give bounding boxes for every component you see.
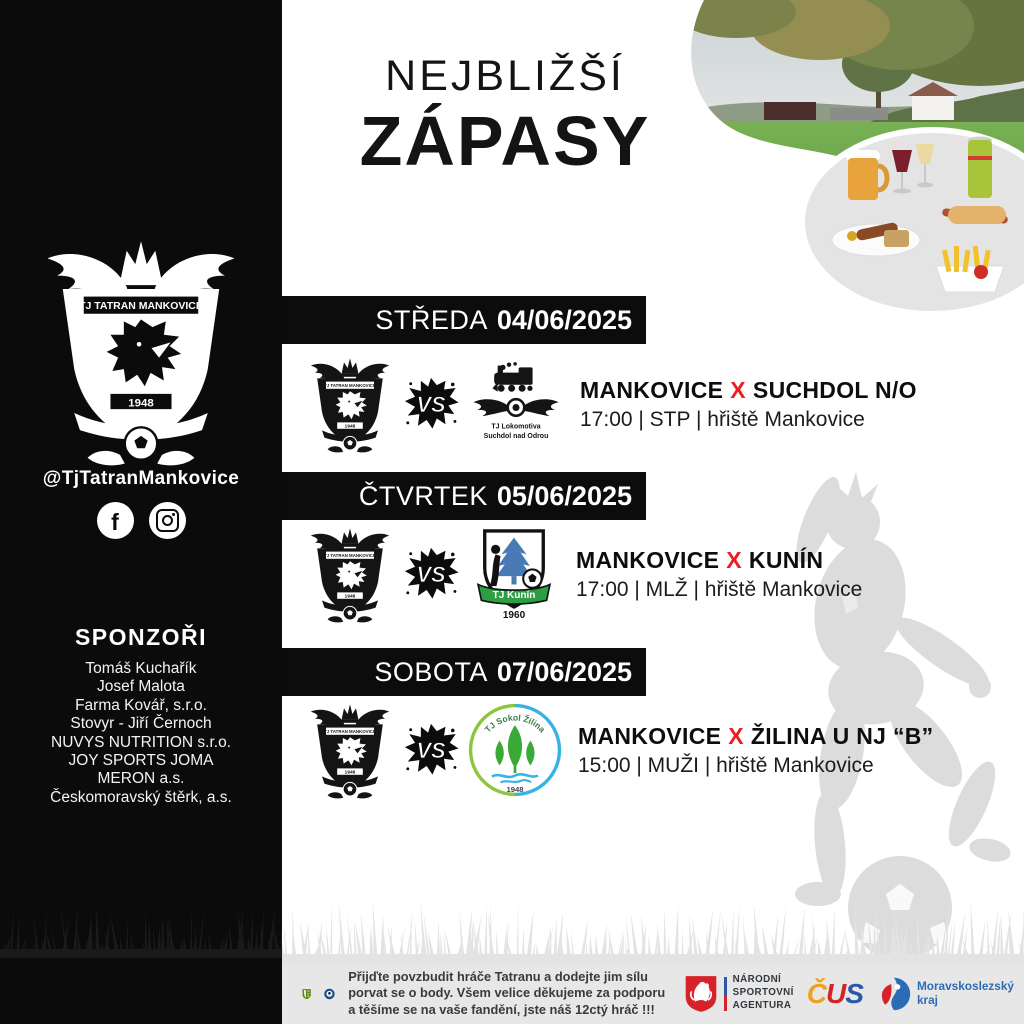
vs-icon (402, 545, 460, 603)
msk-logo (876, 976, 1014, 1012)
bread (884, 230, 909, 247)
sponsor-item: MERON a.s. (97, 770, 185, 788)
footer-message-line: a těšíme se na vaše fandění, jste náš 12ctý hráč !!! (348, 1001, 655, 1017)
footer-message-line: Přijďte povzbudit hráče Tatranu a dodejte jim sílu (348, 968, 649, 984)
footer-message (348, 969, 665, 1019)
nsa-divider (724, 977, 727, 1011)
sidebar (0, 0, 282, 1024)
away-crest-name: TJ Sokol Žilina (482, 712, 548, 735)
shelter (830, 108, 888, 120)
away-team: SUCHDOL N/O (752, 376, 917, 403)
nsa-lion-icon (684, 974, 718, 1014)
away-crest-year: 1960 (502, 609, 526, 621)
sponsor-list (0, 660, 282, 807)
social-handle: @TjTatranMankovice (42, 468, 240, 489)
football-association-icon (324, 973, 335, 1015)
cus-logo: ČUS (806, 977, 863, 1009)
social-icons (0, 502, 282, 539)
home-team: MANKOVICE (580, 376, 724, 403)
match-row (306, 522, 862, 626)
vs-icon (402, 375, 460, 433)
day-of-week: ČTVRTEK (358, 480, 488, 511)
title-line2: ZÁPASY (359, 102, 651, 180)
ketchup (974, 265, 988, 279)
away-crest-year: 1948 (506, 784, 524, 794)
match-row (306, 698, 933, 802)
footer (282, 963, 1024, 1024)
versus-x: X (728, 722, 744, 749)
day-of-week: STŘEDA (375, 304, 488, 335)
match-info (576, 547, 862, 602)
match-date: 04/06/2025 (496, 304, 632, 335)
nsa-logo (684, 974, 794, 1014)
home-crest-icon (306, 522, 394, 626)
home-crest-icon (306, 698, 394, 802)
day-of-week: SOBOTA (374, 656, 488, 687)
title-line1: NEJBLIŽŠÍ (385, 52, 625, 100)
sponsor-item: NUVYS NUTRITION s.r.o. (51, 733, 231, 751)
away-team: KUNÍN (748, 546, 824, 573)
match-day-bar (282, 296, 646, 344)
msk-text: Moravskoslezský kraj (916, 979, 1014, 1007)
match-day-bar (282, 648, 646, 696)
beer-mug (848, 158, 878, 200)
away-team: ŽILINA U NJ “B” (750, 722, 934, 749)
match-day-bar (282, 472, 646, 520)
match-row (306, 352, 917, 456)
match-date: 07/06/2025 (496, 656, 632, 687)
match-date: 05/06/2025 (496, 480, 632, 511)
away-crest-caption: Suchdol nad Odrou (483, 433, 549, 441)
match-info (578, 723, 933, 778)
drink-can (968, 140, 992, 198)
away-crest-caption: TJ Lokomotiva (491, 423, 541, 431)
match-details: 15:00 | MUŽI | hřiště Mankovice (578, 753, 874, 777)
footer-message-line: porvat se o body. Všem velice děkujeme za podporu (348, 985, 666, 1001)
away-crest-kunin-icon (468, 525, 560, 623)
nsa-text: NÁRODNÍ SPORTOVNÍ AGENTURA (732, 974, 794, 1011)
sponsor-item: Českomoravský štěrk, a.s. (50, 788, 232, 806)
page-title (300, 52, 710, 181)
facebook-icon[interactable]: f (97, 502, 134, 539)
away-crest-name: TJ Kunín (492, 589, 536, 601)
match-details: 17:00 | MLŽ | hřiště Mankovice (576, 577, 863, 601)
hot-dog (948, 206, 1006, 224)
sponsor-item: Farma Kovář, s.r.o. (75, 696, 207, 714)
instagram-icon[interactable] (149, 502, 186, 539)
vs-icon (402, 721, 460, 779)
versus-x: X (730, 376, 746, 403)
sponsors-title: SPONZOŘI (74, 624, 208, 650)
sponsor-item: Stovyr - Jiří Černoch (70, 715, 212, 733)
white-building (912, 96, 954, 120)
versus-x: X (726, 546, 742, 573)
msk-emblem-icon (876, 976, 912, 1012)
pitch-photo (680, 0, 1024, 320)
sponsor-item: JOY SPORTS JOMA (68, 752, 214, 770)
sponsor-item: Tomáš Kuchařík (85, 660, 197, 677)
club-crest-icon (36, 226, 246, 474)
away-crest-suchdol-icon (468, 358, 564, 450)
mustard (847, 231, 857, 241)
match-info (580, 377, 917, 432)
mankovice-coat-icon (302, 973, 311, 1015)
away-crest-zilina-icon (468, 703, 562, 797)
match-details: 17:00 | STP | hřiště Mankovice (580, 407, 865, 431)
clubhouse (764, 102, 816, 120)
home-crest-icon (306, 352, 394, 456)
grass-silhouette (282, 899, 1024, 963)
home-team: MANKOVICE (576, 546, 720, 573)
grass-silhouette-dark (0, 904, 282, 958)
sponsor-item: Josef Malota (97, 678, 185, 696)
home-team: MANKOVICE (578, 722, 722, 749)
